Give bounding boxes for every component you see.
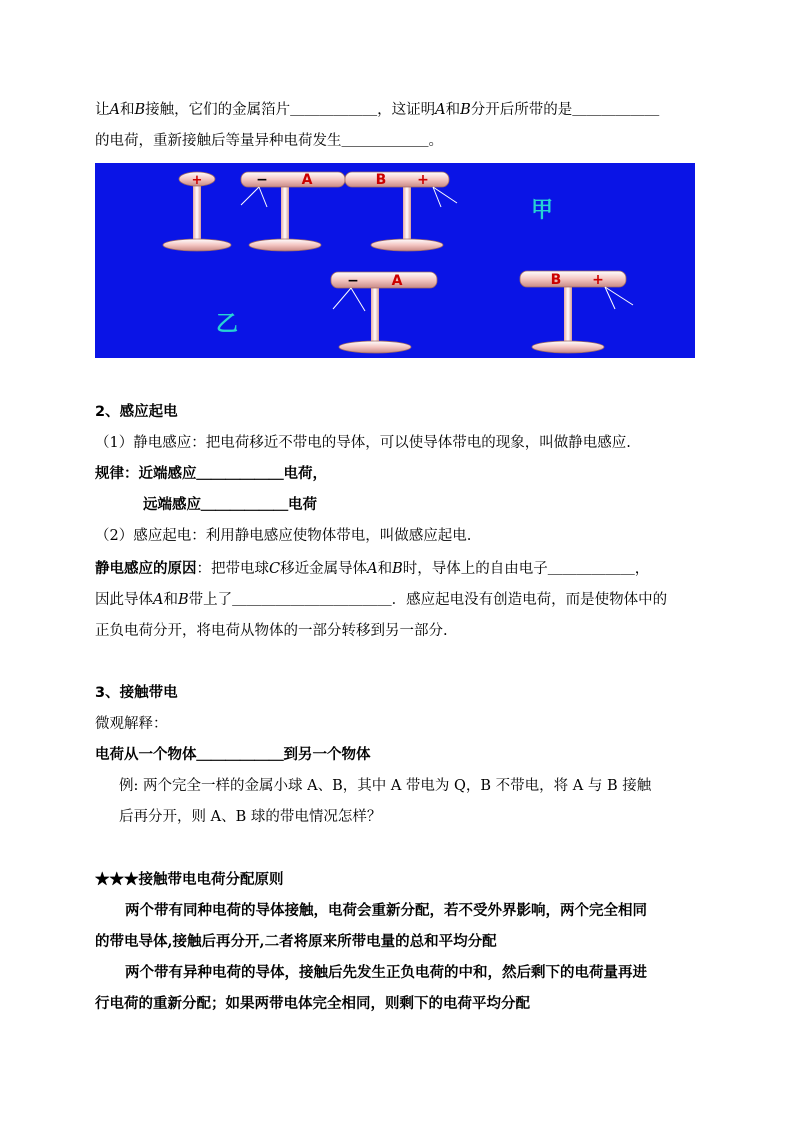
- principle-line-3: 两个带有异种电荷的导体，接触后先发生正负电荷的中和，然后剩下的电荷量再进: [125, 964, 647, 981]
- stand-pole: [281, 183, 289, 245]
- stand-pole: [564, 285, 572, 347]
- electrostatic-induction-figure: [95, 163, 695, 358]
- text: 和: [377, 561, 393, 577]
- rule-near: 近端感应＿＿＿＿＿＿电荷，: [138, 465, 327, 482]
- plus-sign: +: [417, 172, 429, 188]
- var-a: A: [109, 102, 120, 118]
- cause-label: 静电感应的原因: [95, 560, 197, 577]
- stand-base: [339, 341, 411, 353]
- section-2-cause-line-3: 正负电荷分开，将电荷从物体的一部分转移到另一部分.: [95, 623, 448, 639]
- example-line-2: 后再分开，则 A、B 球的带电情况怎样？: [119, 809, 382, 825]
- text: 和: [445, 102, 461, 118]
- label-b: B: [375, 172, 387, 188]
- stand-base: [532, 341, 604, 353]
- figure-background: [95, 163, 695, 358]
- text: 带上了＿＿＿＿＿＿＿＿＿＿＿．感应起电没有创造电荷，而是使物体中的: [188, 592, 668, 608]
- text: 让: [95, 102, 110, 118]
- section-2-rule: [95, 464, 327, 484]
- text: 移近金属导体: [280, 561, 368, 577]
- text: 分开后所带的是＿＿＿＿＿＿: [470, 102, 660, 118]
- var-b: B: [392, 561, 403, 577]
- section-2-title: 2、感应起电: [95, 404, 178, 420]
- text: ：把带电球: [196, 561, 269, 577]
- minus-sign: −: [347, 273, 359, 289]
- text: 和: [119, 102, 135, 118]
- var-b: B: [134, 102, 146, 118]
- var-a: A: [435, 102, 446, 118]
- label-jia: 甲: [530, 198, 554, 223]
- minus-sign: −: [256, 172, 268, 188]
- stand-pole: [371, 287, 379, 347]
- text: 因此导体: [95, 592, 153, 608]
- label-b: B: [550, 272, 562, 288]
- section-2-p2: （2）感应起电：利用静电感应使物体带电，叫做感应起电.: [95, 528, 472, 544]
- conductor-body: [520, 271, 626, 287]
- principle-line-4: 行电荷的重新分配；如果两带电体完全相同，则剩下的电荷平均分配: [95, 995, 530, 1012]
- stand-base: [249, 239, 321, 251]
- text: 时，导体上的自由电子＿＿＿＿＿＿，: [402, 561, 650, 577]
- principle-line-1: 两个带有同种电荷的导体接触，电荷会重新分配，若不受外界影响，两个完全相同: [125, 902, 647, 919]
- rule-prefix: 规律：: [95, 465, 139, 482]
- intro-line-1: [95, 100, 659, 120]
- stand-pole: [193, 183, 201, 247]
- section-2-cause-line-2: [95, 590, 667, 610]
- conductor-body: [345, 172, 449, 187]
- section-3-micro: 微观解释：: [95, 716, 168, 732]
- var-a: A: [367, 561, 378, 577]
- text: 接触，它们的金属箔片＿＿＿＿＿＿，这证明: [145, 102, 436, 118]
- label-yi: 乙: [215, 312, 239, 337]
- intro-line-2: 的电荷，重新接触后等量异种电荷发生＿＿＿＿＿＿。: [95, 133, 443, 149]
- var-b: B: [460, 102, 471, 118]
- label-a: A: [301, 172, 313, 188]
- plus-sign: +: [191, 173, 203, 188]
- principle-line-2: 的带电导体,接触后再分开,二者将原来所带电量的总和平均分配: [95, 933, 497, 950]
- label-a: A: [391, 273, 403, 289]
- stand-base: [163, 239, 231, 251]
- section-3-transfer: 电荷从一个物体＿＿＿＿＿＿到另一个物体: [95, 746, 371, 763]
- var-b: B: [177, 592, 189, 608]
- section-3-title: 3、接触带电: [95, 685, 178, 701]
- stand-base: [371, 239, 443, 251]
- var-c: C: [269, 561, 281, 577]
- principle-title: ★★★接触带电电荷分配原则: [95, 871, 284, 888]
- text: 和: [163, 592, 178, 608]
- section-2-cause-line-1: [95, 559, 649, 579]
- example-line-1: 例: 两个完全一样的金属小球 A、B，其中 A 带电为 Q，B 不带电，将 A 与 B 接触: [119, 778, 652, 794]
- section-2-rule-far: 远端感应＿＿＿＿＿＿电荷: [143, 496, 317, 513]
- section-2-p1: （1）静电感应：把电荷移近不带电的导体，可以使导体带电的现象，叫做静电感应.: [95, 435, 631, 451]
- plus-sign: +: [592, 272, 604, 288]
- stand-pole: [403, 183, 411, 245]
- var-a: A: [153, 592, 164, 608]
